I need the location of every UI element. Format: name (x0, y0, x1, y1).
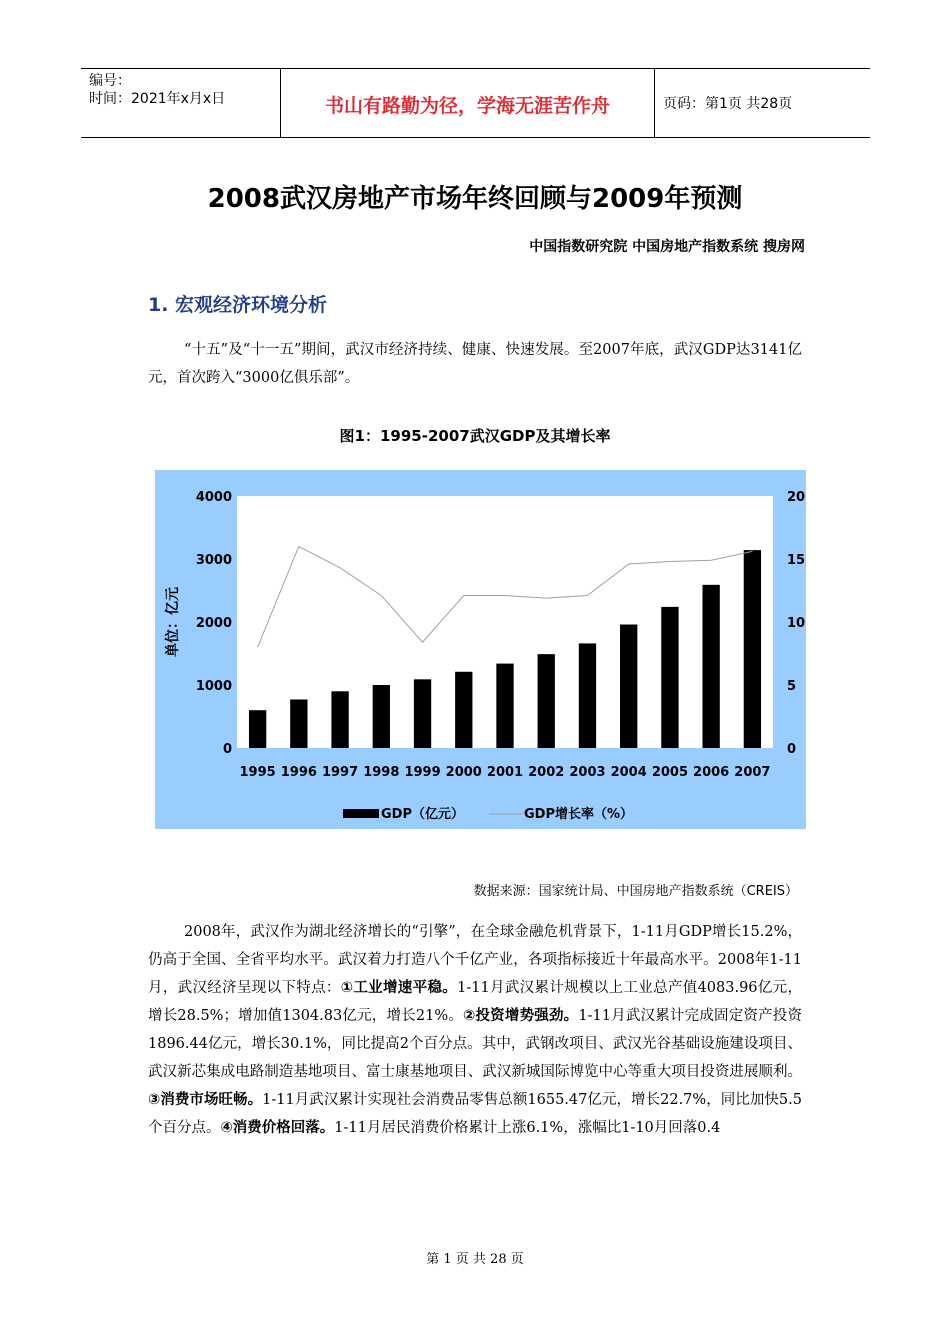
gdp-bar (702, 585, 719, 748)
x-tick-label: 1998 (363, 765, 400, 780)
document-number: 编号： (89, 73, 131, 89)
x-tick-label: 2001 (486, 765, 524, 780)
y-tick-label: 4000 (195, 490, 232, 505)
gdp-bar (373, 685, 390, 748)
header-motto: 书山有路勤为径，学海无涯苦作舟 (324, 95, 610, 117)
y2-tick-label: 10 (787, 616, 806, 631)
page-indicator: 页码：第1页 共28页 (663, 96, 793, 112)
gdp-bar (538, 654, 555, 748)
gdp-bar (744, 550, 761, 748)
gdp-bar (620, 625, 637, 748)
header-divider (654, 69, 655, 137)
x-tick-label: 2006 (693, 765, 730, 780)
data-source: 数据来源：国家统计局、中国房地产指数系统（CREIS） (473, 884, 798, 899)
y-tick-label: 2000 (195, 616, 232, 631)
gdp-bar (290, 699, 307, 748)
document-authors: 中国指数研究院 中国房地产指数系统 搜房网 (529, 239, 805, 255)
x-tick-label: 1996 (280, 765, 317, 780)
y2-tick-label: 15 (787, 553, 806, 568)
document-time: 时间：2021年x月x日 (89, 91, 226, 107)
page-footer: 第 1 页 共 28 页 (426, 1252, 524, 1267)
x-tick-label: 2007 (734, 765, 771, 780)
paragraph-intro-text: “十五”及“十一五”期间，武汉市经济持续、健康、快速发展。至2007年底，武汉GDP达3141亿元，首次跨入“3000亿俱乐部”。 (148, 342, 802, 386)
y-tick-label: 1000 (195, 679, 232, 694)
header-left (89, 72, 225, 108)
x-tick-label: 1997 (321, 765, 359, 780)
p2-text-3: 1-11月武汉累计完成固定资产投资1896.44亿元，增长30.1%，同比提高2个百分点。其中，武钢改项目、武汉光谷基础设施建设项目、武汉新芯集成电路制造基地项目、富士康基地项目、武汉新城国际博览中心等重大项目投资进展顺利。 (148, 1008, 803, 1080)
x-tick-label: 1995 (239, 765, 276, 780)
y2-tick-label: 0 (787, 742, 797, 757)
x-tick-label: 2000 (445, 765, 482, 780)
legend-gdp-swatch (343, 809, 379, 818)
y2-tick-label: 5 (787, 679, 797, 694)
paragraph-intro (148, 336, 802, 392)
p2-text-4: 1-11月武汉累计实现社会消费品零售总额1655.47亿元，增长22.7%，同比加快5.5个百分点。 (148, 1092, 802, 1136)
p2-bold-4: ④消费价格回落。 (220, 1120, 335, 1136)
gdp-bar (661, 607, 678, 748)
p2-text-1: 2008年，武汉作为湖北经济增长的“引擎”，在全球金融危机背景下，1-11月GDP增长15.2%，仍高于全国、全省平均水平。武汉着力打造八个千亿产业，各项指标接近十年最高水平。2008年1-11月，武汉经济呈现以下特点： (148, 924, 802, 996)
legend-gdp-label: GDP（亿元） (381, 807, 464, 822)
gdp-bar (249, 710, 266, 748)
gdp-bar (331, 691, 348, 748)
page-header (81, 68, 870, 138)
section-heading: 1. 宏观经济环境分析 (148, 294, 328, 316)
p2-text-5: 1-11月居民消费价格累计上涨6.1%，涨幅比1-10月回落0.4 (334, 1120, 721, 1136)
p2-bold-2: ②投资增势强劲。 (463, 1008, 579, 1024)
gdp-bar (579, 643, 596, 748)
y-tick-label: 3000 (195, 553, 232, 568)
gdp-bar (455, 672, 472, 748)
y2-tick-label: 20 (787, 490, 806, 505)
x-tick-label: 2004 (610, 765, 647, 780)
x-tick-label: 2002 (528, 765, 565, 780)
x-tick-label: 2003 (569, 765, 606, 780)
p2-text-2: 1-11月武汉累计规模以上工业总产值4083.96亿元，增长28.5%；增加值1304.83亿元，增长21%。 (148, 980, 803, 1024)
y-tick-label: 0 (222, 742, 232, 757)
gdp-bar (414, 679, 431, 748)
p2-bold-3: ③消费市场旺畅。 (148, 1092, 263, 1108)
p2-bold-1: ①工业增速平稳。 (340, 980, 458, 996)
y-axis-label: 单位：亿元 (165, 587, 181, 657)
figure-title: 图1：1995-2007武汉GDP及其增长率 (339, 427, 611, 445)
x-tick-label: 1999 (404, 765, 441, 780)
legend-growth-label: GDP增长率（%） (524, 807, 634, 822)
x-tick-label: 2005 (651, 765, 689, 780)
gdp-chart (155, 470, 806, 829)
paragraph-2008 (148, 918, 802, 1142)
document-title: 2008武汉房地产市场年终回顾与2009年预测 (207, 184, 743, 214)
gdp-bar (496, 664, 513, 748)
